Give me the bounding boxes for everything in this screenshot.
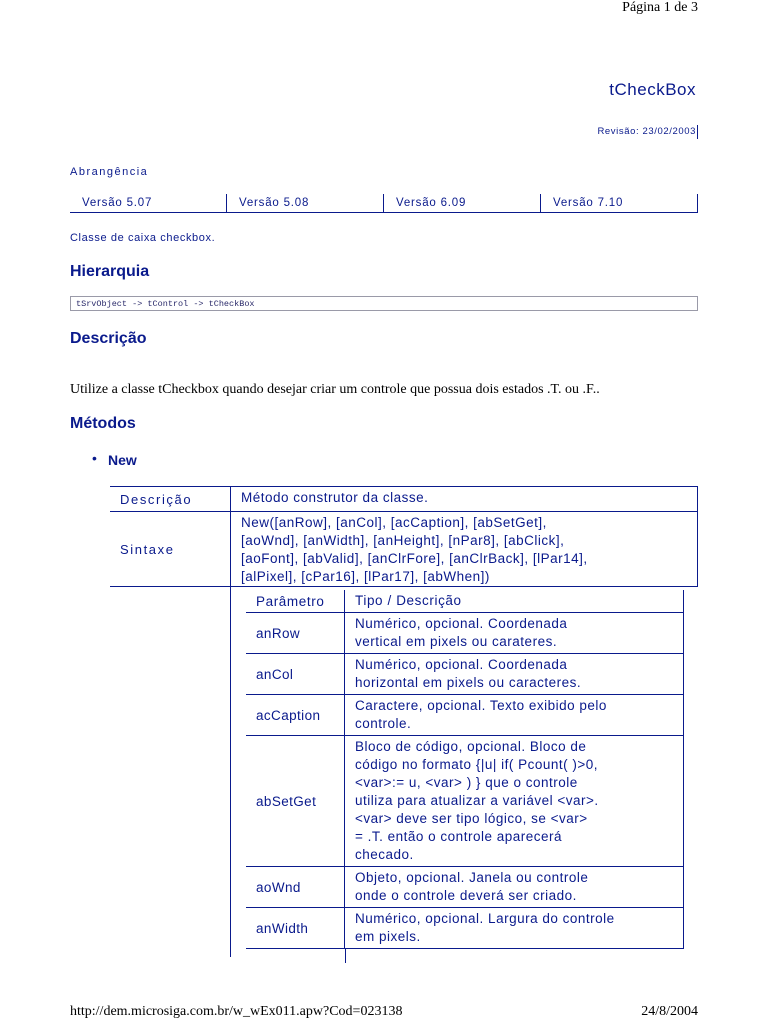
desc-line: Bloco de código, opcional. Bloco de bbox=[355, 739, 587, 754]
revision-divider bbox=[697, 125, 698, 139]
version-row bbox=[70, 194, 698, 213]
description-text: Utilize a classe tCheckbox quando desejar criar um controle que possua dois estados .T. ou .F.. bbox=[70, 382, 600, 397]
methods-heading: Métodos bbox=[70, 415, 136, 432]
param-description bbox=[345, 695, 684, 735]
method-new-link[interactable]: New bbox=[108, 452, 137, 468]
table-row bbox=[110, 512, 698, 587]
desc-value: Método construtor da classe. bbox=[231, 487, 698, 511]
param-name: acCaption bbox=[246, 695, 345, 735]
class-description: Classe de caixa checkbox. bbox=[70, 232, 216, 244]
param-description bbox=[345, 613, 684, 653]
table-row bbox=[246, 736, 684, 867]
desc-line: controle. bbox=[355, 716, 412, 731]
desc-line: código no formato {|u| if( Pcount( )>0, bbox=[355, 757, 599, 772]
param-name: aoWnd bbox=[246, 867, 345, 907]
table-row bbox=[246, 908, 684, 949]
syntax-line: [alPixel], [cPar16], [lPar17], [abWhen]) bbox=[241, 569, 490, 584]
param-description bbox=[345, 867, 684, 907]
syntax-line: New([anRow], [anCol], [acCaption], [abSetGet], bbox=[241, 515, 547, 530]
page-number: Página 1 de 3 bbox=[622, 0, 698, 15]
desc-line: Numérico, opcional. Largura do controle bbox=[355, 911, 615, 926]
table-row bbox=[246, 613, 684, 654]
param-name: anRow bbox=[246, 613, 345, 653]
version-cell: Versão 7.10 bbox=[541, 194, 698, 212]
footer-date: 24/8/2004 bbox=[641, 1004, 698, 1019]
table-row bbox=[110, 486, 698, 512]
desc-line: em pixels. bbox=[355, 929, 421, 944]
syntax-line: [aoFont], [abValid], [anClrFore], [anClrBack], [lPar14], bbox=[241, 551, 588, 566]
desc-line: onde o controle deverá ser criado. bbox=[355, 888, 577, 903]
desc-line: Caractere, opcional. Texto exibido pelo bbox=[355, 698, 607, 713]
parameter-table bbox=[246, 590, 684, 963]
desc-line: Numérico, opcional. Coordenada bbox=[355, 616, 568, 631]
desc-line: = .T. então o controle aparecerá bbox=[355, 829, 562, 844]
table-row bbox=[246, 867, 684, 908]
param-description bbox=[345, 736, 684, 866]
desc-line: utiliza para atualizar a variável <var>. bbox=[355, 793, 599, 808]
table-divider bbox=[345, 949, 346, 963]
desc-line: vertical em pixels ou carateres. bbox=[355, 634, 558, 649]
desc-line: horizontal em pixels ou caracteres. bbox=[355, 675, 582, 690]
desc-line: checado. bbox=[355, 847, 414, 862]
description-heading: Descrição bbox=[70, 330, 147, 347]
param-name: anCol bbox=[246, 654, 345, 694]
param-name: anWidth bbox=[246, 908, 345, 948]
param-description bbox=[345, 654, 684, 694]
param-name: abSetGet bbox=[246, 736, 345, 866]
version-cell: Versão 5.08 bbox=[227, 194, 384, 212]
desc-line: <var> deve ser tipo lógico, se <var> bbox=[355, 811, 588, 826]
type-header: Tipo / Descrição bbox=[345, 590, 684, 612]
desc-line: Numérico, opcional. Coordenada bbox=[355, 657, 568, 672]
desc-line: <var>:= u, <var> ) } que o controle bbox=[355, 775, 578, 790]
syntax-value bbox=[231, 512, 698, 586]
hierarchy-chain: tSrvObject -> tControl -> tCheckBox bbox=[70, 296, 698, 311]
syntax-label: Sintaxe bbox=[110, 512, 231, 586]
param-description bbox=[345, 908, 684, 948]
page-title: tCheckBox bbox=[609, 80, 696, 99]
hierarchy-heading: Hierarquia bbox=[70, 263, 150, 280]
version-cell: Versão 6.09 bbox=[384, 194, 541, 212]
footer-url[interactable]: http://dem.microsiga.com.br/w_wEx011.apw?Cod=023138 bbox=[70, 1004, 403, 1019]
version-cell: Versão 5.07 bbox=[70, 194, 227, 212]
desc-line: Objeto, opcional. Janela ou controle bbox=[355, 870, 589, 885]
scope-label: Abrangência bbox=[70, 166, 149, 178]
table-row bbox=[246, 654, 684, 695]
bullet-icon: • bbox=[92, 450, 97, 466]
params-spacer bbox=[110, 587, 231, 957]
desc-label: Descrição bbox=[110, 487, 231, 511]
table-header-row bbox=[246, 590, 684, 613]
syntax-line: [aoWnd], [anWidth], [anHeight], [nPar8], [abClick], bbox=[241, 533, 565, 548]
revision-date: Revisão: 23/02/2003 bbox=[597, 126, 696, 137]
param-header: Parâmetro bbox=[246, 590, 345, 612]
table-row bbox=[246, 695, 684, 736]
